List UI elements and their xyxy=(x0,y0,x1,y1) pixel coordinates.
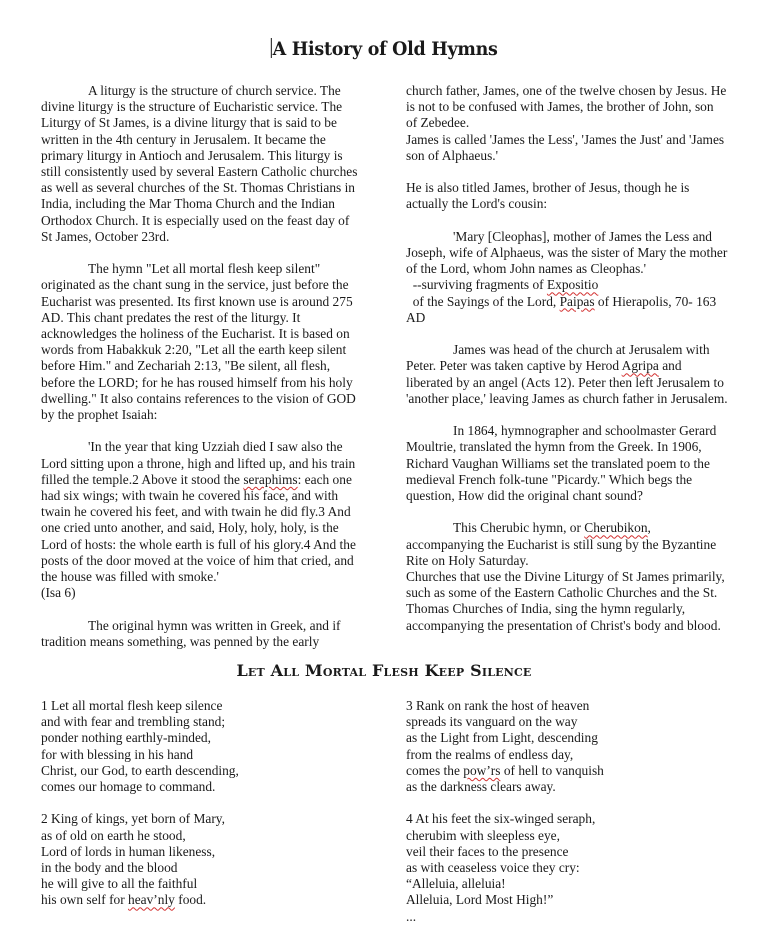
hymn-verses-left xyxy=(41,698,371,909)
cherubikon-text-2: , accompanying the Eucharist is still sung by the Byzantine Rite on Holy Saturday. xyxy=(406,520,717,568)
verse-line: 4 At his feet the six-winged seraph, xyxy=(406,811,596,827)
source-text-2: of the Sayings of the Lord, xyxy=(406,293,560,309)
paragraph-jerusalem-church xyxy=(406,342,728,407)
verse-line: ponder nothing earthly-minded, xyxy=(41,730,211,746)
paragraph-brother-of-jesus: He is also titled James, brother of Jesus, though he is actually the Lord's cousin: xyxy=(406,180,690,212)
paragraph-cherubikon xyxy=(406,520,728,569)
document-title xyxy=(31,38,738,60)
text-cursor xyxy=(270,38,271,58)
verse-line: Christ, our God, to earth descending, xyxy=(41,762,239,778)
verse-line: “Alleluia, alleluia! xyxy=(406,876,506,892)
verse-text: his own self for xyxy=(41,892,129,908)
verse-line: spreads its vanguard on the way xyxy=(406,714,578,730)
misspelled-word[interactable]: pow’rs xyxy=(463,762,501,778)
verse-line: and with fear and trembling stand; xyxy=(41,714,226,730)
misspelled-word[interactable]: Paipas xyxy=(559,293,595,309)
verse-line: veil their faces to the presence xyxy=(406,843,569,859)
verse-text: of hell to vanquish xyxy=(500,762,604,778)
verse-line: 3 Rank on rank the host of heaven xyxy=(406,698,590,713)
verse-line: comes our homage to command. xyxy=(41,779,216,795)
misspelled-word[interactable]: Agripa xyxy=(621,358,659,374)
verse-line: as with ceaseless voice they cry: xyxy=(406,860,580,876)
left-text-column xyxy=(41,83,361,650)
misspelled-word[interactable]: heav’nly xyxy=(128,892,175,908)
isaiah-quote-part-1: 'In the year that king Uzziah died I saw also the Lord sitting upon a throne, high and lifted up, and his train filled the temple.2 Above it stood the xyxy=(41,439,356,487)
paragraph-james: church father, James, one of the twelve chosen by Jesus. He is not to be confused with James, the brother of John, son of Zebedee. xyxy=(406,83,727,131)
verse-text: food. xyxy=(174,892,207,908)
misspelled-word[interactable]: Expositio xyxy=(546,277,599,293)
verse-line: 2 King of kings, yet born of Mary, xyxy=(41,811,225,827)
paragraph-moultrie: In 1864, hymnographer and schoolmaster Gerard Moultrie, translated the hymn from the Greek. In 1906, Richard Vaughan Williams set the translated poem to the medieval French folk-tune "Picardy." Which begs the question, How did the original chant sound? xyxy=(406,423,717,504)
misspelled-word[interactable]: Cherubikon xyxy=(584,520,648,536)
verse-line: as the Light from Light, descending xyxy=(406,730,598,746)
verse-line: Lord of lords in human likeness, xyxy=(41,843,216,859)
source-text-3: of Hierapolis, 70- 163 AD xyxy=(406,293,717,325)
paragraph-papias-source xyxy=(406,277,728,326)
verse-line: as of old on earth he stood, xyxy=(41,827,186,843)
verse-line: Alleluia, Lord Most High!” xyxy=(406,892,554,908)
paragraph-greek-origin: The original hymn was written in Greek, and if tradition means something, was penned by the early xyxy=(41,617,341,649)
paragraph-cleophas-quote: 'Mary [Cleophas], mother of James the Less and Joseph, wife of Alphaeus, was the sister of Mary the mother of the Lord, whom John names as Cleophas.' xyxy=(406,228,728,277)
verse-line: 1 Let all mortal flesh keep silence xyxy=(41,698,223,713)
paragraph-hymn-origin: The hymn "Let all mortal flesh keep silent" originated as the chant sung in the service, just before the Eucharist was presented. Its first known use is around 275 AD. This chant predates the rest of the liturgy. It acknowledges the holiness of the Eucharist. It is based on words from Habakkuk 2:20, "Let all the earth keep silent before Him." and Zechariah 2:13, "Be silent, all flesh, before the LORD; for he has roused himself from his holy dwelling." It also contains references to the vision of GOD by the prophet Isaiah: xyxy=(41,261,356,423)
verse-line: in the body and the blood xyxy=(41,860,178,876)
paragraph-james-names: James is called 'James the Less', 'James the Just' and 'James son of Alphaeus.' xyxy=(406,131,725,163)
verse-line: from the realms of endless day, xyxy=(406,746,574,762)
isaiah-citation: (Isa 6) xyxy=(41,585,76,601)
verse-line xyxy=(41,892,371,908)
verse-line: cherubim with sleepless eye, xyxy=(406,827,560,843)
verse-line: for with blessing in his hand xyxy=(41,746,194,762)
cherubikon-text-1: This Cherubic hymn, or xyxy=(453,520,585,536)
right-text-column xyxy=(406,83,728,634)
paragraph-churches: Churches that use the Divine Liturgy of St James primarily, such as some of the Eastern Catholic Churches and the St. Thomas Churches of India, sing the hymn regularly, accompanying the presentation of Christ's body and blood. xyxy=(406,569,725,633)
verse-line: ... xyxy=(406,908,417,924)
paragraph-isaiah-quote xyxy=(41,439,361,585)
paragraph-liturgy: A liturgy is the structure of church service. The divine liturgy is the structure of Eucharistic service. The Liturgy of St James, is a divine liturgy that is said to be written in the 4th century in Jerusalem. It became the primary liturgy in Antioch and Jerusalem. This liturgy is still consistently used by several Eastern Catholic churches as well as several churches of the St. Thomas Christians in India, including the Mar Thoma Church and the Indian Orthodox Church. It is especially used on the feast day of St James, October 23rd. xyxy=(41,83,358,244)
jerusalem-text-2: and liberated by an angel (Acts 12). Peter then left Jerusalem to 'another place,' leaving James as church father in Jerusalem. xyxy=(406,358,728,406)
hymn-title: Let All Mortal Flesh Keep Silence xyxy=(236,661,532,680)
hymn-verses-right xyxy=(406,698,736,925)
misspelled-word[interactable]: seraphims xyxy=(243,471,298,487)
verse-line xyxy=(406,763,736,779)
verse-text: comes the xyxy=(406,762,464,778)
jerusalem-text-1: James was head of the church at Jerusalem with Peter. Peter was taken captive by Herod xyxy=(406,342,710,374)
verse-line: as the darkness clears away. xyxy=(406,779,556,795)
document-title-text: A History of Old Hymns xyxy=(272,38,498,60)
verse-line: he will give to all the faithful xyxy=(41,876,198,892)
isaiah-quote-part-2: : each one had six wings; with twain he covered his face, and with twain he covered his feet, and with twain he did fly.3 And one cried unto another, and said, Holy, holy, holy, is the Lord of hosts: the whole earth is full of his glory.4 And the posts of the door moved at the voice of him that cried, and the house was filled with smoke.' xyxy=(41,471,356,585)
source-text-1: --surviving fragments of xyxy=(406,277,547,293)
